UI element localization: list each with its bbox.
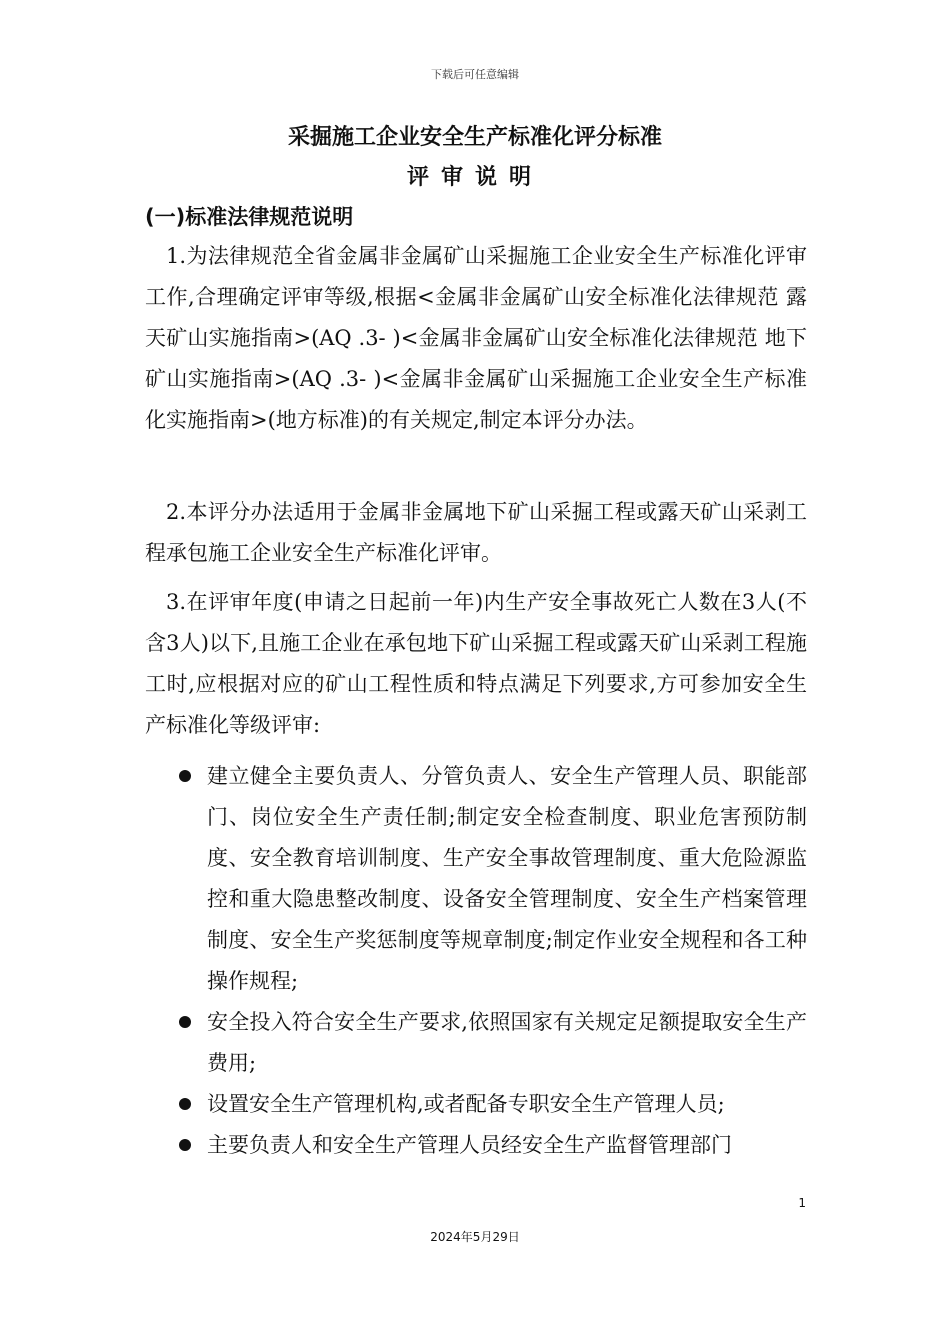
section-heading: (一)标准法律规范说明 — [145, 205, 354, 229]
document-title: 采掘施工企业安全生产标准化评分标准 — [287, 125, 662, 150]
bullet-icon — [179, 770, 191, 782]
bullet-icon — [179, 1016, 191, 1028]
bullet-icon — [179, 1098, 191, 1110]
list-item — [145, 756, 807, 1002]
paragraph-3: 3.在评审年度(申请之日起前一年)内生产安全事故死亡人数在3人(不含3人)以下,且施工企业在承包地下矿山采掘工程或露天矿山采剥工程施工时,应根据对应的矿山工程性质和特点满足下列要求,方可参加安全生产标准化等级评审: — [145, 590, 807, 737]
document-subtitle: 评审说明 — [406, 165, 543, 190]
bullet-icon — [179, 1139, 191, 1151]
requirements-list — [145, 756, 807, 1166]
footer-date: 2024年5月29日 — [430, 1230, 520, 1244]
list-item — [145, 1084, 807, 1125]
list-item — [145, 1002, 807, 1084]
paragraph-1: 1.为法律规范全省金属非金属矿山采掘施工企业安全生产标准化评审工作,合理确定评审等级,根据<金属非金属矿山安全标准化法律规范 露天矿山实施指南>(AQ .3- )<金属非金属矿山安全标准化法律规范 地下矿山实施指南>(AQ .3- )<金属非金属矿山采掘施工企业安全生产标准化实施指南>(地方标准)的有关规定,制定本评分办法。 — [145, 244, 807, 432]
list-item-text: 主要负责人和安全生产管理人员经安全生产监督管理部门 — [207, 1133, 732, 1157]
paragraph-2: 2.本评分办法适用于金属非金属地下矿山采掘工程或露天矿山采剥工程承包施工企业安全生产标准化评审。 — [145, 500, 807, 565]
list-item-text: 安全投入符合安全生产要求,依照国家有关规定足额提取安全生产费用; — [207, 1010, 807, 1075]
list-item — [145, 1125, 807, 1166]
page-number: 1 — [798, 1196, 806, 1210]
list-item-text: 建立健全主要负责人、分管负责人、安全生产管理人员、职能部门、岗位安全生产责任制;制定安全检查制度、职业危害预防制度、安全教育培训制度、生产安全事故管理制度、重大危险源监控和重大隐患整改制度、设备安全管理制度、安全生产档案管理制度、安全生产奖惩制度等规章制度;制定作业安全规程和各工种操作规程; — [207, 764, 807, 993]
header-note: 下载后可任意编辑 — [431, 68, 519, 81]
list-item-text: 设置安全生产管理机构,或者配备专职安全生产管理人员; — [207, 1092, 725, 1116]
